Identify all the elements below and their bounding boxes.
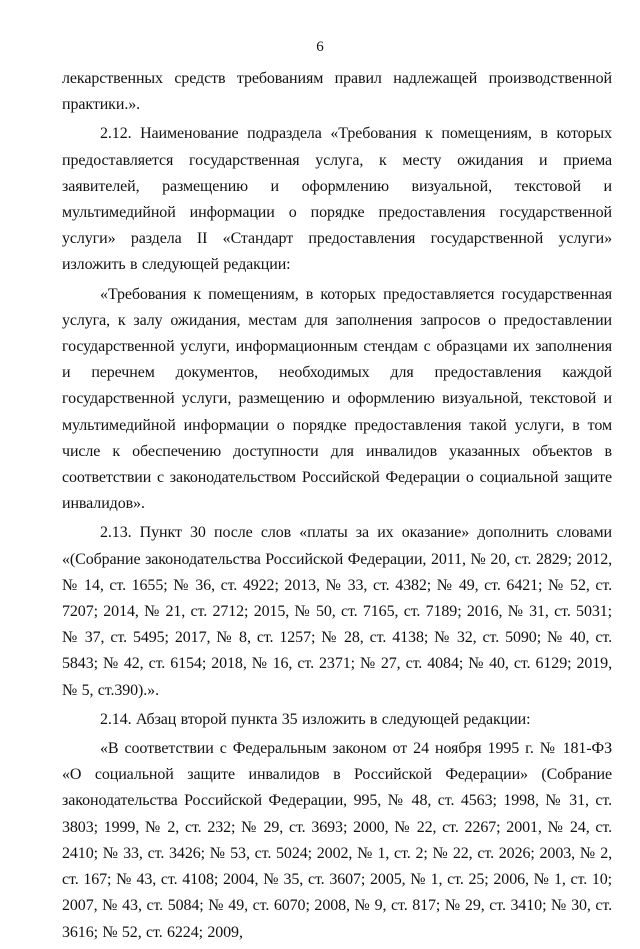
paragraph-continuation: лекарственных средств требованиям правил надлежащей производственной практики.». [62, 70, 612, 114]
paragraph-2-12: 2.12. Наименование подраздела «Требования к помещениям, в которых предоставляется государственная услуга, к месту ожидания и приема заявителей, размещению и оформлению визуальной, текстовой и мультимедийной информации о порядке предоставления государственной услуги» раздела II «Стандарт предоставления государственной услуги» изложить в следующей редакции: [62, 125, 612, 274]
paragraph-quote-federal-law: «В соответствии с Федеральным законом от 24 ноября 1995 г. № 181-ФЗ «О социальной защите инвалидов в Российской Федерации» (Собрание законодательства Российской Федерации, 995, № 48, ст. 4563; 1998, № 31, ст. 3803; 1999, № 2, ст. 232; № 29, ст. 3693; 2000, № 22, ст. 2267; 2001, № 24, ст. 2410; № 33, ст. 3426; № 53, ст. 5024; 2002, № 1, ст. 2; № 22, ст. 2026; 2003, № 2, ст. 167; № 43, ст. 4108; 2004, № 35, ст. 3607; 2005, № 1, ст. 25; 2006, № 1, ст. 10; 2007, № 43, ст. 5084; № 49, ст. 6070; 2008, № 9, ст. 817; № 29, ст. 3410; № 30, ст. 3616; № 52, ст. 6224; 2009, [62, 740, 612, 941]
document-body [62, 66, 612, 949]
paragraph-2-14: 2.14. Абзац второй пункта 35 изложить в следующей редакции: [100, 710, 531, 728]
paragraph-2-13: 2.13. Пункт 30 после слов «платы за их оказание» дополнить словами «(Собрание законодательства Российской Федерации, 2011, № 20, ст. 2829; 2012, № 14, ст. 1655; № 36, ст. 4922; 2013, № 33, ст. 4382; № 49, ст. 6421; № 52, ст. 7207; 2014, № 21, ст. 2712; 2015, № 50, ст. 7165, ст. 7189; 2016, № 31, ст. 5031; № 37, ст. 5495; 2017, № 8, ст. 1257; № 28, ст. 4138; № 32, ст. 5090; № 40, ст. 5843; № 42, ст. 6154; 2018, № 16, ст. 2371; № 27, ст. 4084; № 40, ст. 6129; 2019, № 5, ст.390).». [62, 524, 612, 699]
paragraph-quote-requirements: «Требования к помещениям, в которых предоставляется государственная услуга, к залу ожидания, местам для заполнения запросов о предоставлении государственной услуги, информационным стендам с образцами их заполнения и перечнем документов, необходимых для предоставления каждой государственной услуги, размещению и оформлению визуальной, текстовой и мультимедийной информации о порядке предоставления такой услуги, в том числе к обеспечению доступности для инвалидов указанных объектов в соответствии с законодательством Российской Федерации о социальной защите инвалидов». [62, 285, 612, 513]
page-number: 6 [316, 39, 324, 55]
